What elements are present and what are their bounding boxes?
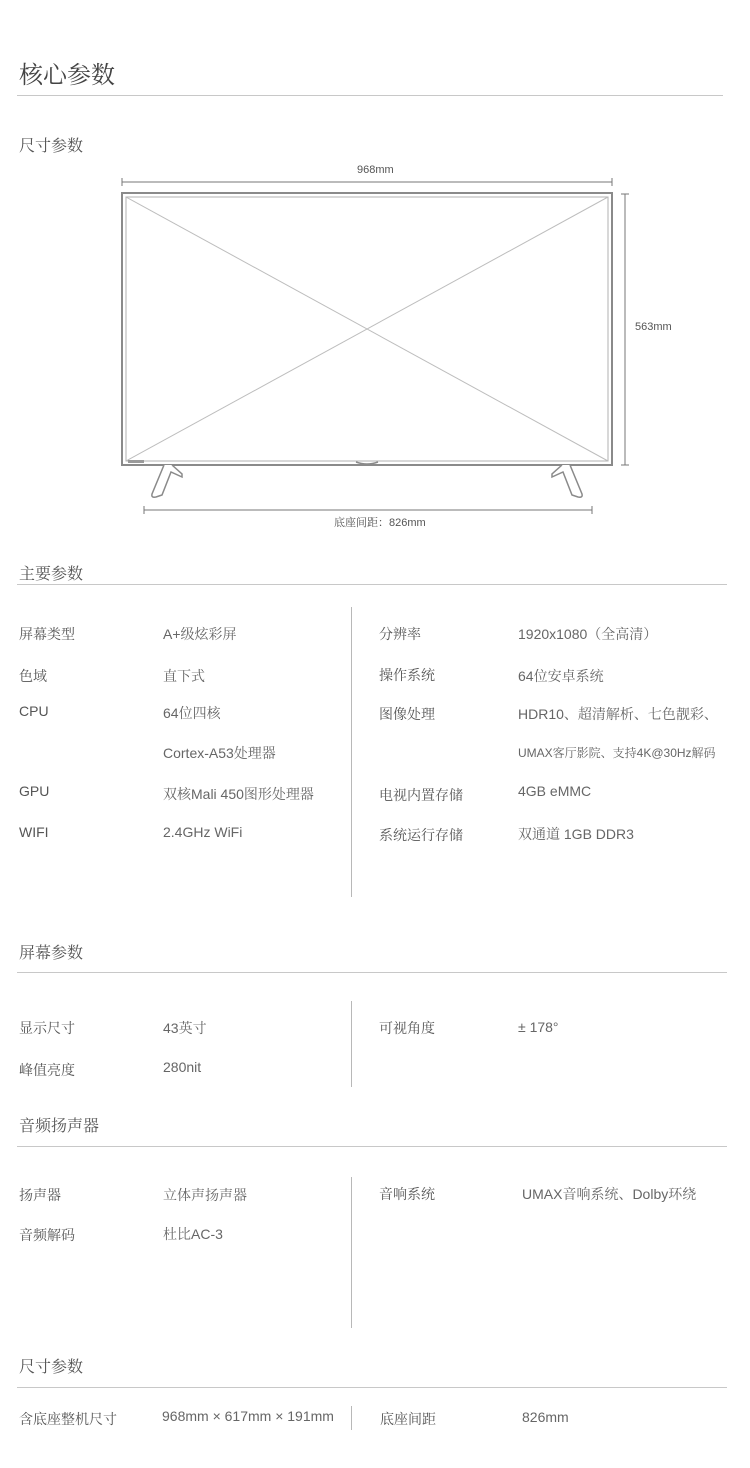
spec-label-audio-decoding: 音频解码 [19, 1227, 75, 1243]
spec-value-overall-size: 968mm × 617mm × 191mm [162, 1408, 334, 1424]
spec-label-viewing-angle: 可视角度 [379, 1020, 435, 1036]
spec-value-audio-decoding: 杜比AC-3 [163, 1226, 223, 1242]
spec-value-display-size: 43英寸 [163, 1020, 207, 1036]
audio-params-divider [17, 1146, 727, 1147]
spec-value-storage: 4GB eMMC [518, 783, 592, 799]
spec-label-resolution: 分辨率 [379, 626, 421, 642]
spec-value-peak-brightness: 280nit [163, 1059, 202, 1075]
size-section-title: 尺寸参数 [19, 138, 84, 155]
spec-value-speaker: 立体声扬声器 [163, 1187, 247, 1203]
spec-label-display-size: 显示尺寸 [19, 1020, 75, 1036]
height-dimension-label: 563mm [635, 321, 672, 333]
spec-value-gpu: 双核Mali 450图形处理器 [163, 786, 314, 802]
spec-label-image-processing: 图像处理 [379, 706, 435, 722]
spec-value-wifi: 2.4GHz WiFi [163, 824, 243, 840]
spec-label-peak-brightness: 峰值亮度 [19, 1062, 75, 1078]
spec-label-color-gamut: 色域 [19, 668, 47, 684]
spec-label-sound-system: 音响系统 [379, 1186, 435, 1202]
spec-label-ram: 系统运行存储 [379, 827, 463, 843]
main-params-divider [17, 584, 727, 585]
screen-params-title: 屏幕参数 [19, 945, 84, 962]
spec-value-cpu-line2: Cortex-A53处理器 [163, 745, 276, 761]
main-params-title: 主要参数 [19, 566, 84, 583]
audio-params-column-divider [351, 1177, 352, 1328]
spec-value-image-processing: HDR10、超清解析、七色靓彩、 [518, 706, 718, 722]
screen-params-divider [17, 972, 727, 973]
screen-params-column-divider [351, 1001, 352, 1087]
spec-label-storage: 电视内置存储 [379, 787, 463, 803]
spec-value-color-gamut: 直下式 [163, 668, 205, 684]
spec-label-cpu: CPU [19, 703, 49, 719]
size-params-divider [17, 1387, 727, 1388]
tv-dimension-diagram [0, 0, 750, 540]
main-params-column-divider [351, 607, 352, 897]
spec-label-gpu: GPU [19, 783, 50, 799]
spec-label-wifi: WIFI [19, 824, 49, 840]
spec-label-os: 操作系统 [379, 667, 435, 683]
spec-value-screen-type: A+级炫彩屏 [163, 626, 237, 642]
audio-params-title: 音频扬声器 [19, 1118, 100, 1135]
spec-value-base-distance: 826mm [522, 1409, 569, 1425]
tv-drawing [0, 0, 750, 540]
spec-value-sound-system: UMAX音响系统、Dolby环绕 [522, 1186, 697, 1202]
spec-value-resolution: 1920x1080（全高清） [518, 626, 658, 642]
spec-label-screen-type: 屏幕类型 [19, 626, 75, 642]
spec-label-base-distance: 底座间距 [380, 1411, 436, 1427]
spec-label-speaker: 扬声器 [19, 1187, 61, 1203]
spec-value-ram: 双通道 1GB DDR3 [518, 826, 634, 842]
spec-label-overall-size: 含底座整机尺寸 [19, 1411, 117, 1427]
spec-value-cpu: 64位四核 [163, 705, 221, 721]
base-distance-label: 底座间距：826mm [334, 517, 426, 529]
width-dimension-label: 968mm [357, 164, 394, 176]
spec-value-viewing-angle: ± 178° [518, 1019, 559, 1035]
size-params-column-divider [351, 1406, 352, 1430]
size-params-title: 尺寸参数 [19, 1359, 84, 1376]
page-title: 核心参数 [19, 62, 115, 89]
spec-value-image-processing-line2: UMAX客厅影院、支持4K@30Hz解码 [518, 746, 716, 760]
spec-value-os: 64位安卓系统 [518, 668, 604, 684]
